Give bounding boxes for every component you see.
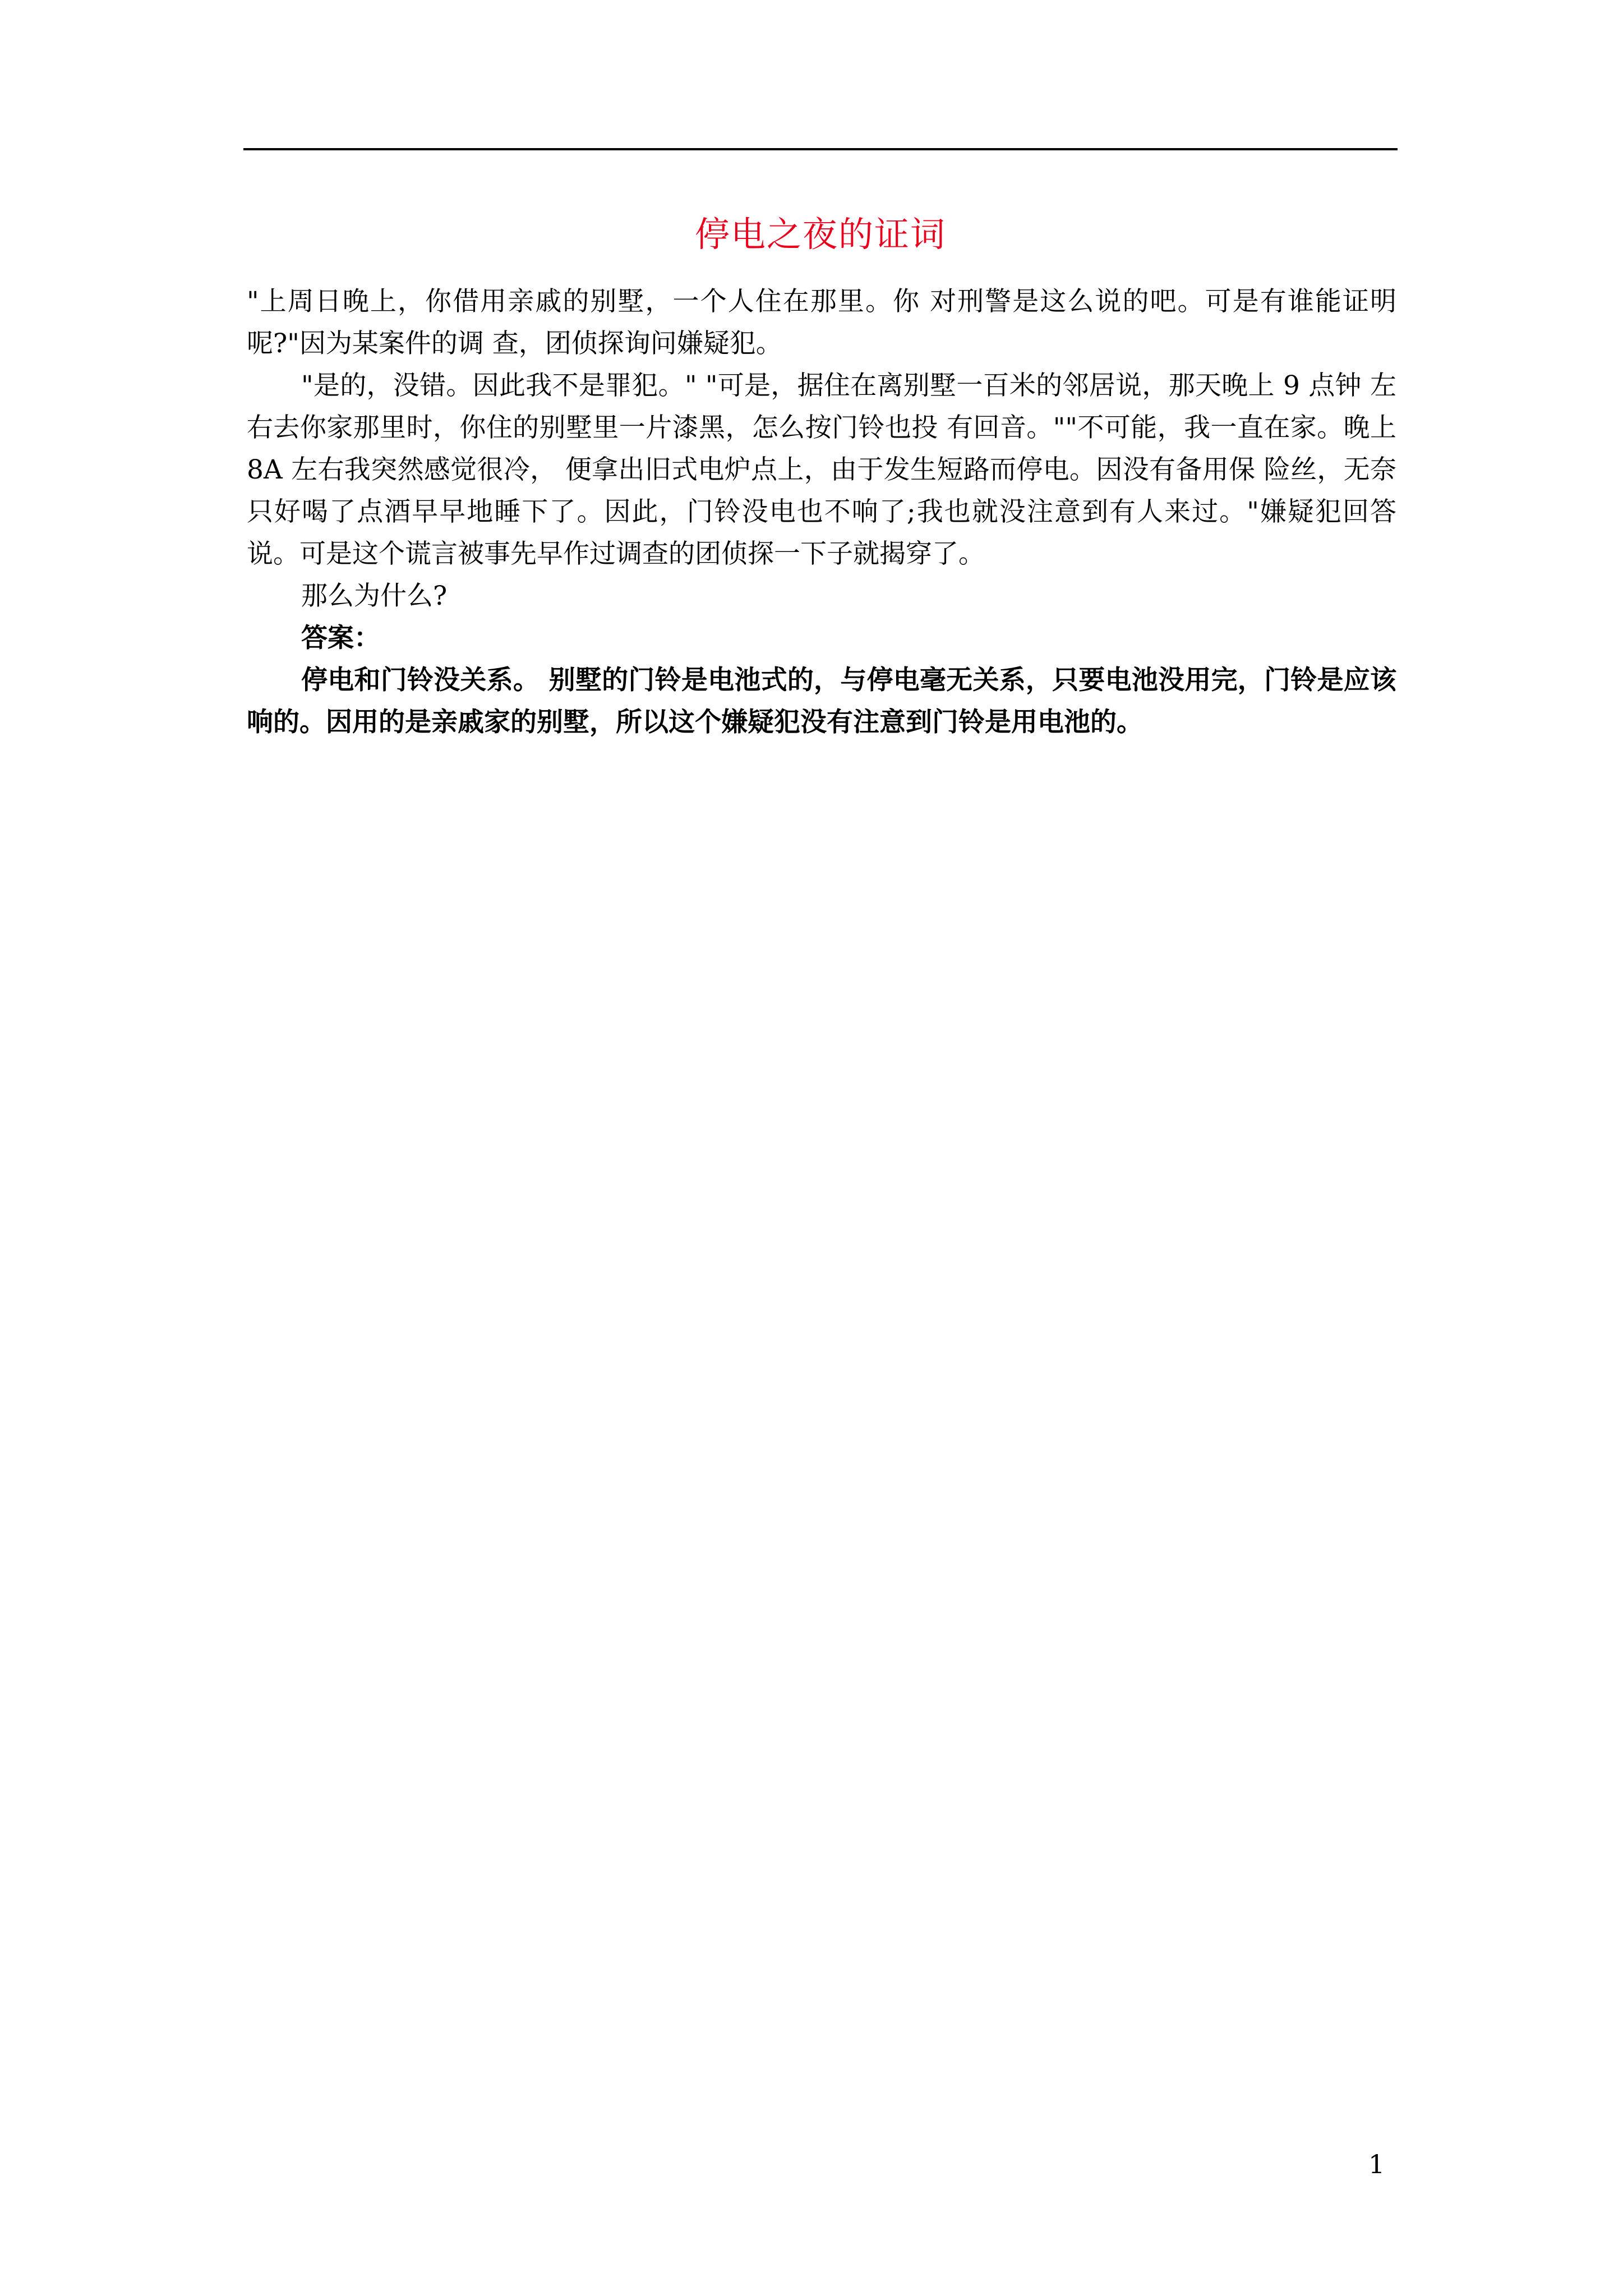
answer-label: 答案： <box>301 623 380 654</box>
paragraph-2: "是的，没错。因此我不是罪犯。" "可是，据住在离别墅一百米的邻居说，那天晚上 9 点钟 左右去你家那里时，你住的别墅里一片漆黑，怎么按门铃也投 有回音。""不可能，我一直在家。晚上 8A 左右我突然感觉很冷， 便拿出旧式电炉点上，由于发生短路而停电。因没有备用保 险丝，无奈只好喝了点酒早早地睡下了。因此，门铃没电也不响了;我也就没注意到有人来过。"嫌疑犯回答说。可是这个谎言被事先早作过调查的团侦探一下子就揭穿了。 <box>247 370 1396 569</box>
paragraph-1: "上周日晚上，你借用亲戚的别墅，一个人住在那里。你 对刑警是这么说的吧。可是有谁能证明呢?"因为某案件的调 查，团侦探询问嫌疑犯。 <box>247 286 1396 359</box>
page-number: 1 <box>1368 2149 1385 2179</box>
document-body <box>247 280 1396 743</box>
paragraph-3: 那么为什么? <box>301 581 448 611</box>
answer-text: 停电和门铃没关系。 别墅的门铃是电池式的，与停电毫无关系，只要电池没用完，门铃是应该响的。因用的是亲戚家的别墅，所以这个嫌疑犯没有注意到门铃是用电池的。 <box>247 665 1396 738</box>
header-rule <box>243 148 1398 150</box>
page-title: 停电之夜的证词 <box>694 214 946 255</box>
